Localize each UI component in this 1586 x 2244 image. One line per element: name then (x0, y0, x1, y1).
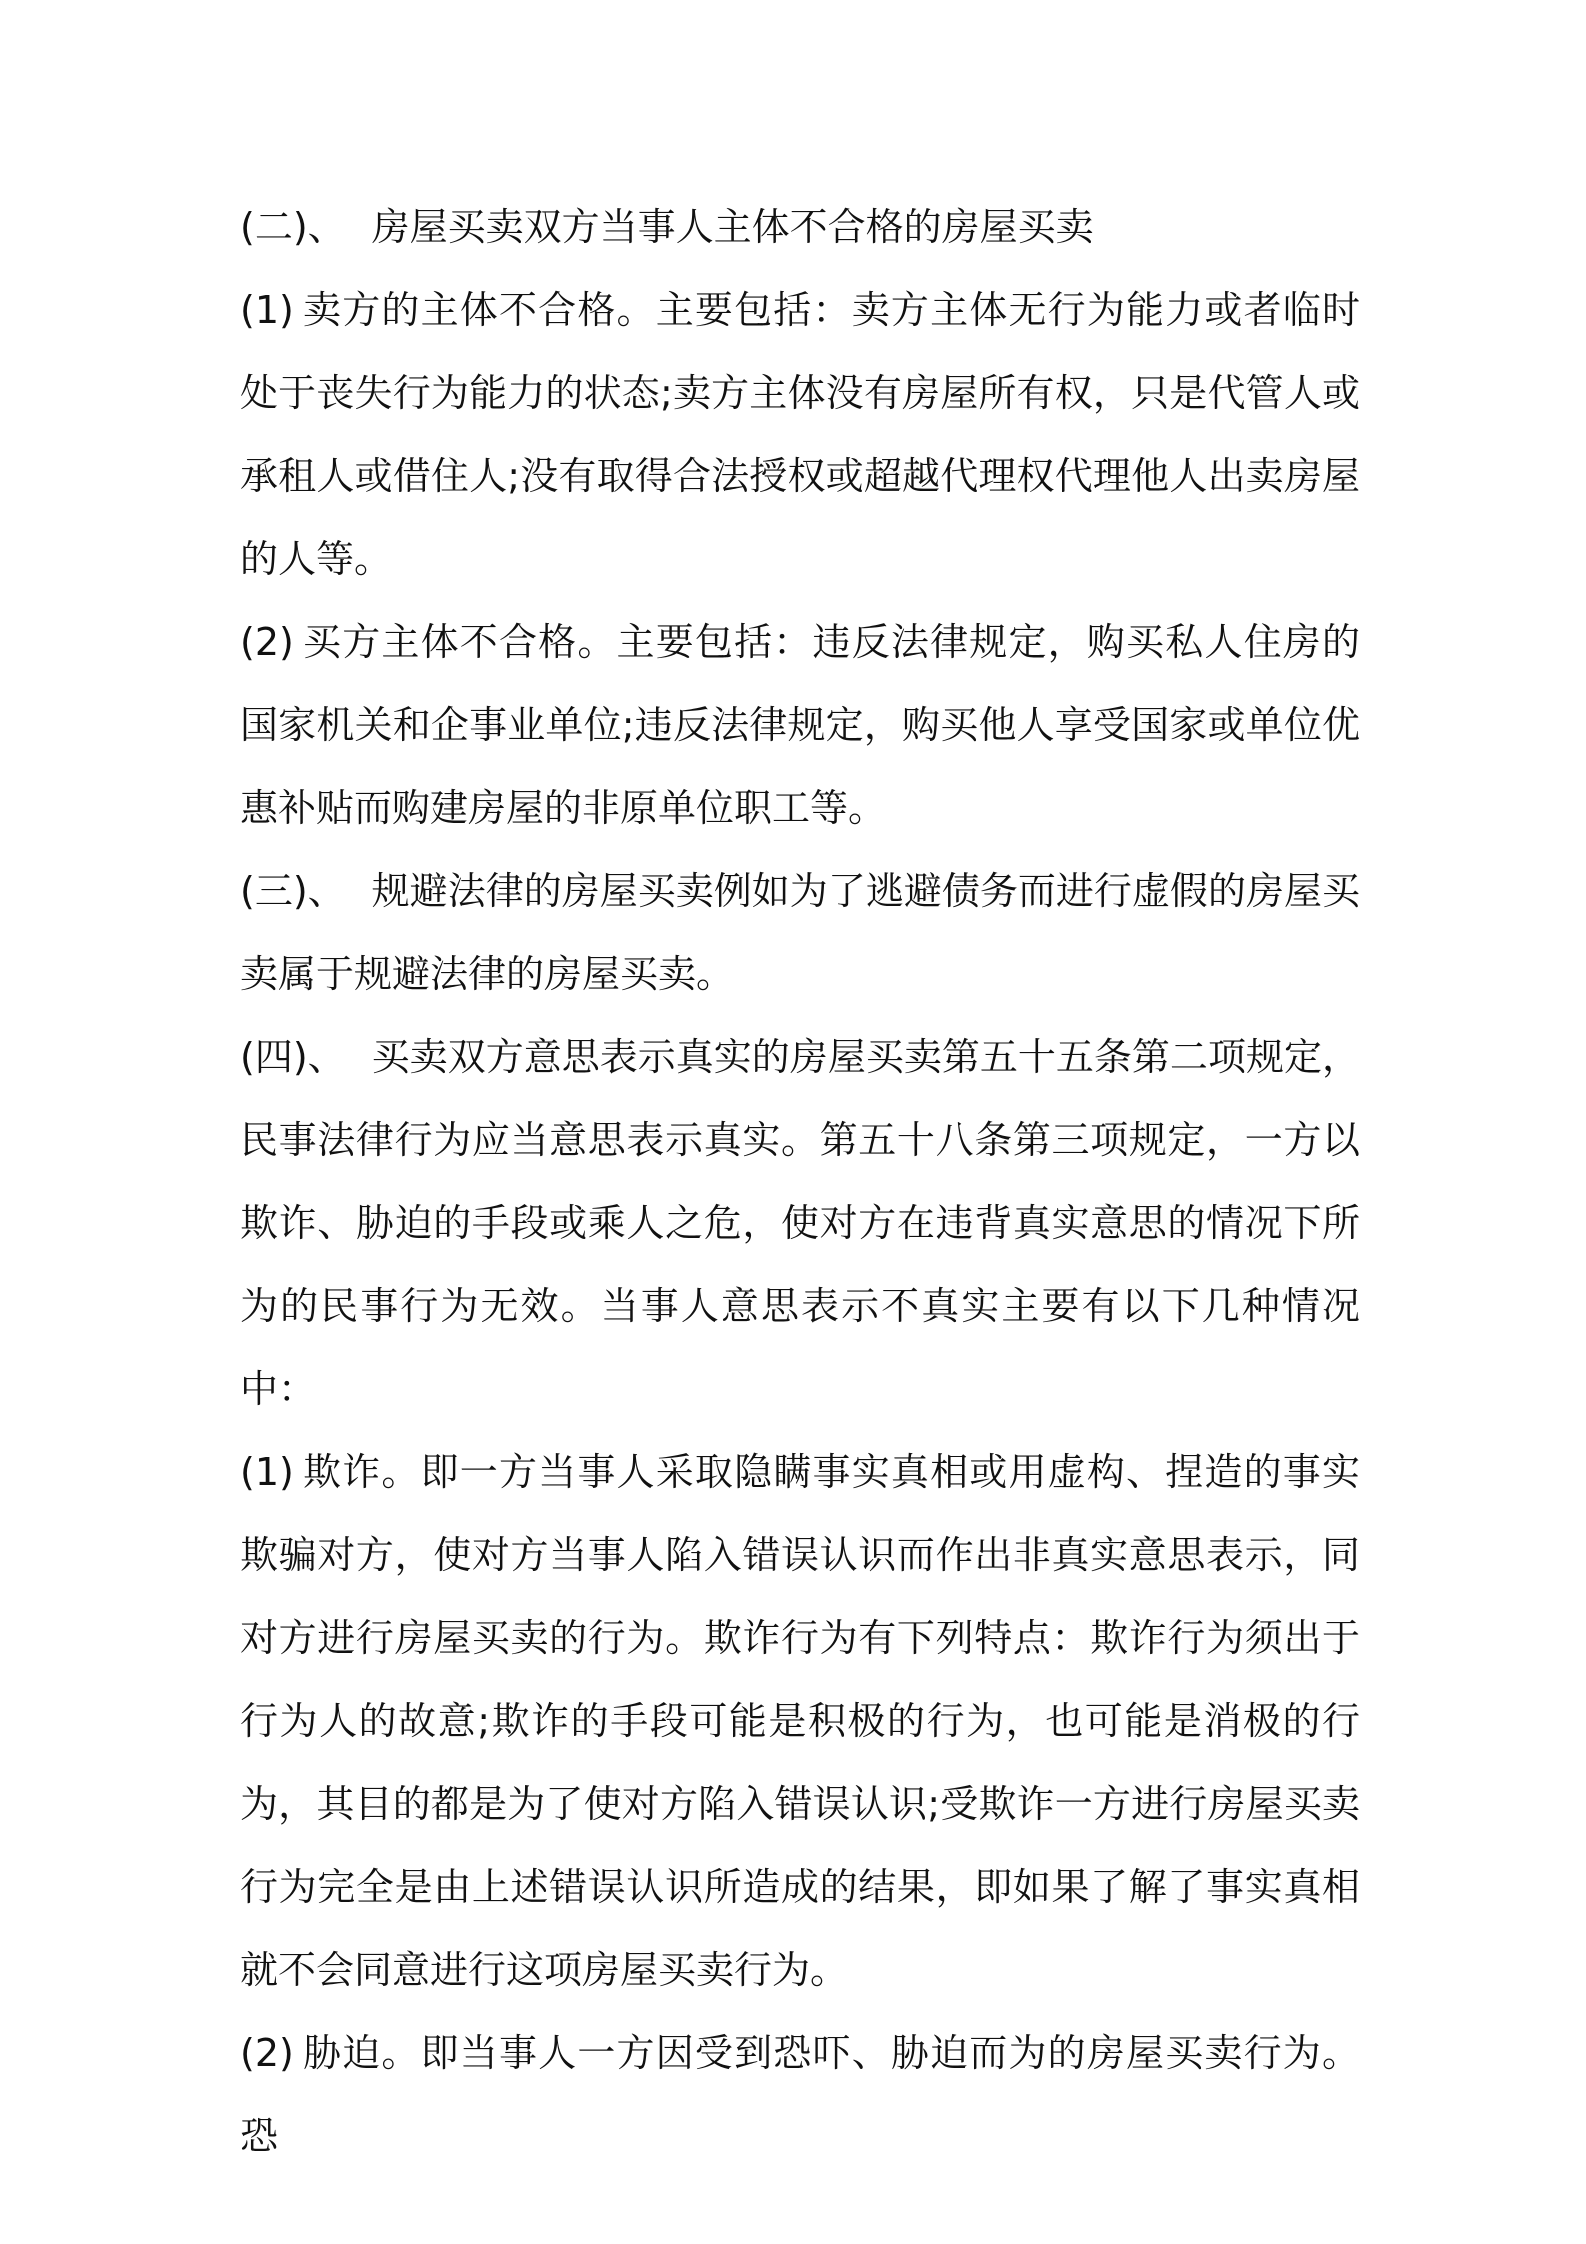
section-heading-4 (240, 1016, 1360, 1431)
item-marker: (2) (240, 2031, 294, 2075)
section-marker: (三)、 (240, 869, 346, 913)
list-item-fraud (240, 1431, 1360, 2012)
list-item-coercion (240, 2012, 1360, 2178)
section-text: 规避法律的房屋买卖例如为了逃避债务而进行虚假的房屋买卖属于规避法律的房屋买卖。 (240, 869, 1360, 996)
document-body (240, 186, 1360, 2178)
item-text: 买方主体不合格。主要包括：违反法律规定，购买私人住房的国家机关和企事业单位;违反法律规定，购买他人享受国家或单位优惠补贴而购建房屋的非原单位职工等。 (240, 620, 1360, 830)
item-text: 卖方的主体不合格。主要包括：卖方主体无行为能力或者临时处于丧失行为能力的状态;卖方主体没有房屋所有权，只是代管人或承租人或借住人;没有取得合法授权或超越代理权代理他人出卖房屋的人等。 (240, 288, 1360, 581)
section-heading-2 (240, 186, 1360, 269)
item-marker: (2) (240, 620, 294, 664)
section-text: 买卖双方意思表示真实的房屋买卖第五十五条第二项规定，民事法律行为应当意思表示真实。第五十八条第三项规定，一方以欺诈、胁迫的手段或乘人之危，使对方在违背真实意思的情况下所为的民事行为无效。当事人意思表示不真实主要有以下几种情况中： (240, 1035, 1360, 1411)
section-marker: (四)、 (240, 1035, 346, 1079)
section-marker: (二)、 (240, 205, 346, 249)
item-text: 欺诈。即一方当事人采取隐瞒事实真相或用虚构、捏造的事实欺骗对方，使对方当事人陷入错误认识而作出非真实意思表示，同对方进行房屋买卖的行为。欺诈行为有下列特点：欺诈行为须出于行为人的故意;欺诈的手段可能是积极的行为，也可能是消极的行为，其目的都是为了使对方陷入错误认识;受欺诈一方进行房屋买卖行为完全是由上述错误认识所造成的结果，即如果了解了事实真相就不会同意进行这项房屋买卖行为。 (240, 1450, 1360, 1992)
list-item-seller (240, 269, 1360, 601)
item-text: 胁迫。即当事人一方因受到恐吓、胁迫而为的房屋买卖行为。恐 (240, 2031, 1360, 2158)
section-heading-3 (240, 850, 1360, 1016)
item-marker: (1) (240, 288, 294, 332)
item-marker: (1) (240, 1450, 294, 1494)
section-text: 房屋买卖双方当事人主体不合格的房屋买卖 (371, 205, 1094, 249)
list-item-buyer (240, 601, 1360, 850)
